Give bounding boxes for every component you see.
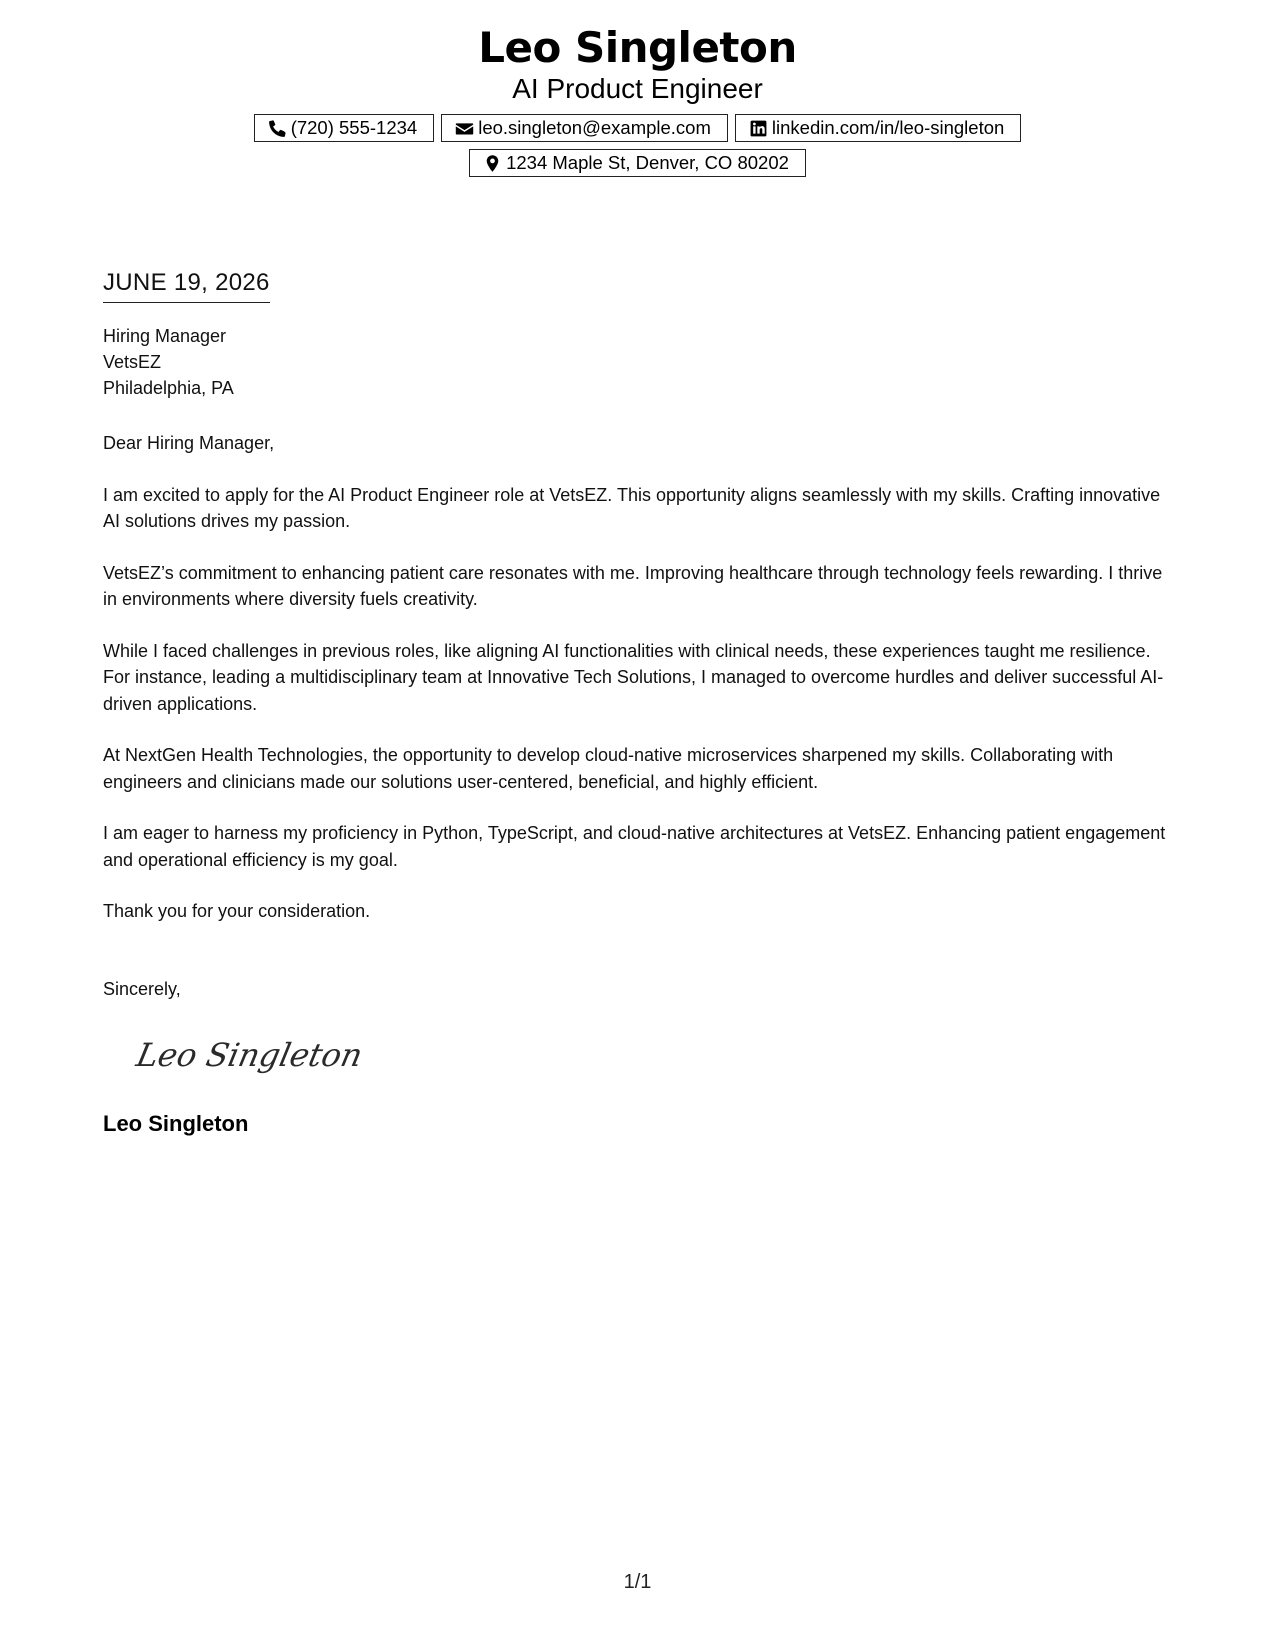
paragraph-4: At NextGen Health Technologies, the opportunity to develop cloud-native microservices sharpened my skills. Collaborating with engineers and clinicians made our solutions user-centered, beneficial, and highly efficient.: [103, 745, 1114, 792]
paragraph-3: While I faced challenges in previous roles, like aligning AI functionalities with clinical needs, these experiences taught me resilience. For instance, leading a multidisciplinary team at Innovative Tech Solutions, I managed to overcome hurdles and deliver successful AI-driven applications.: [103, 640, 1164, 714]
signature-script: Leo Singleton: [133, 1036, 366, 1074]
recipient-company: VetsEZ: [103, 352, 162, 372]
paragraph-5: I am eager to harness my proficiency in Python, TypeScript, and cloud-native architectures at VetsEZ. Enhancing patient engagement and operational efficiency is my goal.: [103, 823, 1166, 870]
phone-icon: [268, 119, 287, 138]
email-text: leo.singleton@example.com: [478, 117, 711, 138]
recipient-block: [103, 323, 1178, 401]
contact-linkedin[interactable]: [735, 114, 1021, 142]
address-text: 1234 Maple St, Denver, CO 80202: [506, 152, 789, 173]
contact-address: [469, 149, 806, 177]
phone-text: (720) 555-1234: [290, 117, 418, 138]
linkedin-icon: [749, 119, 768, 138]
contact-row-secondary: [0, 149, 1275, 177]
closing: Sincerely,: [103, 978, 181, 999]
recipient-name: Hiring Manager: [103, 326, 227, 346]
paragraph-6: Thank you for your consideration.: [103, 901, 371, 921]
letter-header: [0, 22, 1275, 177]
letter-body: [103, 268, 1178, 1138]
applicant-title: AI Product Engineer: [512, 73, 763, 104]
signature-image: [133, 1028, 1178, 1084]
envelope-icon: [455, 119, 474, 138]
letter-date: JUNE 19, 2026: [103, 268, 270, 303]
linkedin-text: linkedin.com/in/leo-singleton: [771, 117, 1005, 138]
applicant-name: Leo Singleton: [478, 23, 797, 72]
contact-email[interactable]: [441, 114, 728, 142]
salutation: Dear Hiring Manager,: [103, 433, 275, 453]
contact-row-primary: [0, 114, 1275, 142]
page-indicator: 1/1: [623, 1571, 652, 1593]
contact-phone: [254, 114, 435, 142]
signature-drawing: [133, 1028, 366, 1084]
paragraph-2: VetsEZ’s commitment to enhancing patient care resonates with me. Improving healthcare through technology feels rewarding. I thrive in environments where diversity fuels creativity.: [103, 562, 1163, 609]
recipient-location: Philadelphia, PA: [103, 378, 234, 398]
map-pin-icon: [483, 154, 502, 173]
paragraph-1: I am excited to apply for the AI Product Engineer role at VetsEZ. This opportunity aligns seamlessly with my skills. Crafting innovative AI solutions drives my passion.: [103, 484, 1161, 531]
signer-name: Leo Singleton: [103, 1111, 249, 1136]
